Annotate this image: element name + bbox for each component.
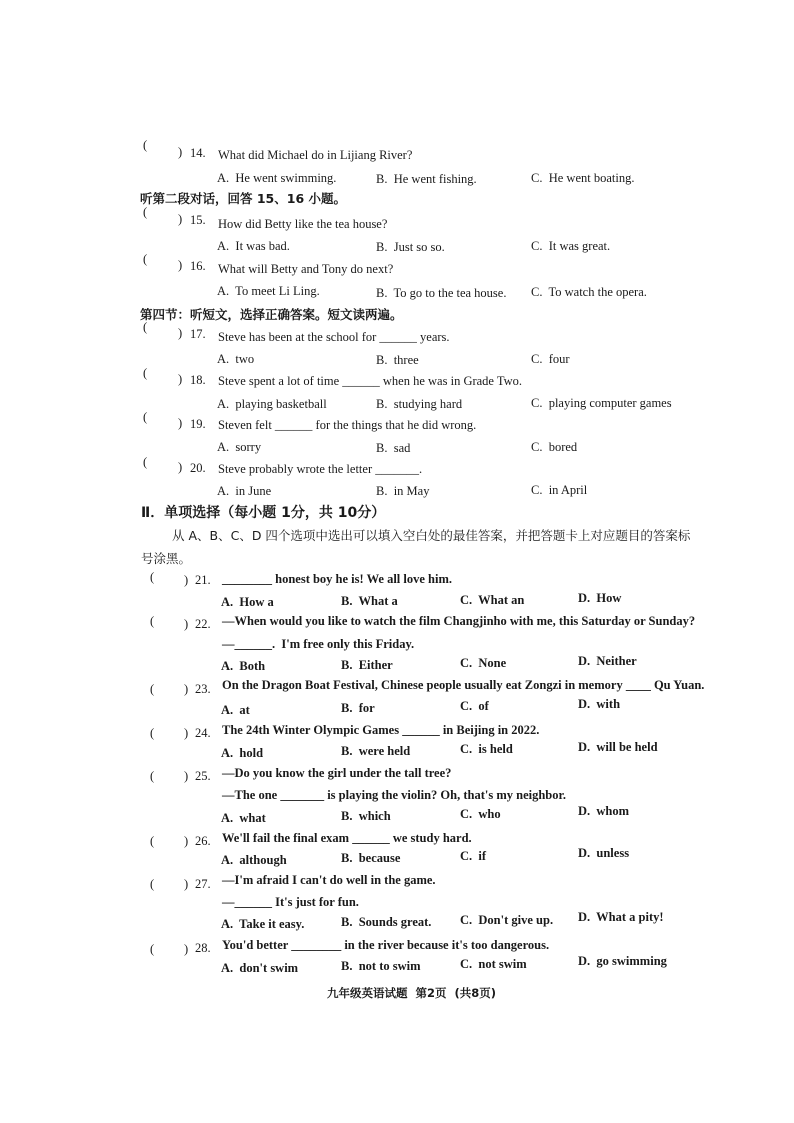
part-2-title: Ⅱ．单项选择（每小题 1分，共 10分）: [141, 505, 386, 521]
question-number: 26.: [195, 834, 211, 848]
answer-paren-open: (: [150, 769, 155, 783]
question-number: 24.: [195, 726, 211, 740]
answer-paren-close: ): [184, 834, 189, 848]
option-a: A. It was bad.: [217, 239, 290, 253]
question-stem: On the Dragon Boat Festival, Chinese people usually eat Zongzi in memory ____ Qu Yuan.: [222, 678, 705, 692]
answer-paren-open: (: [150, 834, 155, 848]
question-stem: Steve probably wrote the letter _______.: [218, 462, 423, 476]
answer-paren-open: (: [143, 320, 148, 334]
option-c: C. is held: [460, 742, 513, 756]
answer-paren-open: (: [143, 366, 148, 380]
option-a: A. although: [221, 853, 287, 867]
question-stem: Steve spent a lot of time ______ when he was in Grade Two.: [218, 374, 523, 388]
question-number: 25.: [195, 769, 211, 783]
option-b: B. studying hard: [376, 397, 463, 411]
option-c: C. To watch the opera.: [531, 285, 647, 299]
answer-paren-open: (: [143, 138, 148, 152]
option-d: D. How: [578, 591, 622, 605]
part-2-instruction-line-1: 从 A、B、C、D 四个选项中选出可以填入空白处的最佳答案，并把答题卡上对应题目的答案标: [172, 528, 691, 543]
question-number: 20.: [190, 461, 206, 475]
answer-paren-close: ): [178, 416, 183, 430]
answer-paren-open: (: [143, 410, 148, 424]
option-c: C. bored: [531, 440, 578, 454]
option-c: C. in April: [531, 483, 588, 497]
question-number: 19.: [190, 417, 206, 431]
answer-paren-close: ): [184, 726, 189, 740]
answer-paren-open: (: [150, 614, 155, 628]
question-stem-reply: —The one _______ is playing the violin? Oh, that's my neighbor.: [222, 788, 567, 802]
answer-paren-open: (: [143, 252, 148, 266]
option-d: D. What a pity!: [578, 910, 664, 924]
question-number: 21.: [195, 573, 211, 587]
question-number: 27.: [195, 877, 211, 891]
question-number: 14.: [190, 146, 206, 160]
question-stem: ________ honest boy he is! We all love him.: [222, 572, 452, 586]
option-a: A. playing basketball: [217, 397, 327, 411]
answer-paren-open: (: [150, 942, 155, 956]
option-a: A. How a: [221, 595, 274, 609]
question-number: 28.: [195, 941, 211, 955]
answer-paren-close: ): [184, 682, 189, 696]
option-a: A. Take it easy.: [221, 917, 305, 931]
answer-paren-open: (: [150, 877, 155, 891]
option-a: A. don't swim: [221, 961, 299, 975]
question-stem: Steve has been at the school for ______ years.: [218, 330, 450, 344]
option-c: C. four: [531, 352, 570, 366]
question-stem: Steven felt ______ for the things that he did wrong.: [218, 418, 477, 432]
answer-paren-open: (: [150, 570, 155, 584]
question-number: 18.: [190, 373, 206, 387]
option-b: B. were held: [341, 744, 411, 758]
question-stem: —When would you like to watch the film Changjinho with me, this Saturday or Sunday?: [222, 614, 696, 628]
option-c: C. It was great.: [531, 239, 611, 253]
option-c: C. He went boating.: [531, 171, 635, 185]
question-stem: What will Betty and Tony do next?: [218, 262, 394, 276]
option-b: B. He went fishing.: [376, 172, 477, 186]
page-footer: 九年级英语试题 第2页 (共8页): [327, 986, 497, 1000]
question-stem: —Do you know the girl under the tall tree?: [222, 766, 452, 780]
dialog-2-header: 听第二段对话，回答 15、16 小题。: [140, 191, 346, 206]
answer-paren-close: ): [184, 769, 189, 783]
section-4-header: 第四节：听短文，选择正确答案。短文读两遍。: [140, 307, 403, 322]
option-d: D. with: [578, 697, 621, 711]
option-d: D. will be held: [578, 740, 658, 754]
answer-paren-close: ): [178, 326, 183, 340]
part-2-instruction-line-2: 号涂黑。: [141, 551, 192, 566]
option-b: B. three: [376, 353, 419, 367]
answer-paren-close: ): [184, 617, 189, 631]
option-a: A. He went swimming.: [217, 171, 337, 185]
option-c: C. What an: [460, 593, 525, 607]
option-a: A. To meet Li Ling.: [217, 284, 320, 298]
option-b: B. Either: [341, 658, 393, 672]
option-b: B. which: [341, 809, 391, 823]
option-c: C. of: [460, 699, 489, 713]
option-b: B. What a: [341, 594, 398, 608]
option-b: B. Sounds great.: [341, 915, 432, 929]
answer-paren-open: (: [150, 682, 155, 696]
answer-paren-close: ): [178, 212, 183, 226]
answer-paren-close: ): [178, 258, 183, 272]
option-c: C. who: [460, 807, 501, 821]
question-stem: You'd better ________ in the river because it's too dangerous.: [222, 938, 550, 952]
option-b: B. in May: [376, 484, 430, 498]
option-c: C. not swim: [460, 957, 527, 971]
option-a: A. what: [221, 811, 266, 825]
question-number: 23.: [195, 682, 211, 696]
option-b: B. To go to the tea house.: [376, 286, 507, 300]
option-b: B. Just so so.: [376, 240, 445, 254]
question-number: 17.: [190, 327, 206, 341]
question-number: 22.: [195, 617, 211, 631]
answer-paren-close: ): [178, 460, 183, 474]
answer-paren-close: ): [178, 372, 183, 386]
answer-paren-close: ): [178, 145, 183, 159]
question-stem: How did Betty like the tea house?: [218, 217, 388, 231]
question-number: 15.: [190, 213, 206, 227]
option-c: C. Don't give up.: [460, 913, 554, 927]
option-d: D. whom: [578, 804, 630, 818]
option-d: D. Neither: [578, 654, 637, 668]
option-d: D. go swimming: [578, 954, 667, 968]
option-a: A. hold: [221, 746, 264, 760]
question-stem-reply: —______ It's just for fun.: [222, 895, 359, 909]
option-d: D. unless: [578, 846, 630, 860]
option-b: B. because: [341, 851, 401, 865]
option-b: B. not to swim: [341, 959, 421, 973]
option-a: A. in June: [217, 484, 272, 498]
question-stem-reply: —______. I'm free only this Friday.: [222, 637, 415, 651]
answer-paren-close: ): [184, 877, 189, 891]
option-b: B. for: [341, 701, 375, 715]
option-b: B. sad: [376, 441, 411, 455]
answer-paren-close: ): [184, 573, 189, 587]
answer-paren-open: (: [143, 455, 148, 469]
option-a: A. Both: [221, 659, 266, 673]
question-stem: We'll fail the final exam ______ we study hard.: [222, 831, 472, 845]
answer-paren-open: (: [143, 205, 148, 219]
answer-paren-close: ): [184, 942, 189, 956]
question-number: 16.: [190, 259, 206, 273]
option-a: A. sorry: [217, 440, 262, 454]
option-a: A. at: [221, 703, 250, 717]
answer-paren-open: (: [150, 726, 155, 740]
question-stem: —I'm afraid I can't do well in the game.: [222, 873, 436, 887]
option-c: C. if: [460, 849, 487, 863]
option-a: A. two: [217, 352, 255, 366]
question-stem: The 24th Winter Olympic Games ______ in Beijing in 2022.: [222, 723, 540, 737]
option-c: C. playing computer games: [531, 396, 672, 410]
option-c: C. None: [460, 656, 507, 670]
question-stem: What did Michael do in Lijiang River?: [218, 148, 413, 162]
